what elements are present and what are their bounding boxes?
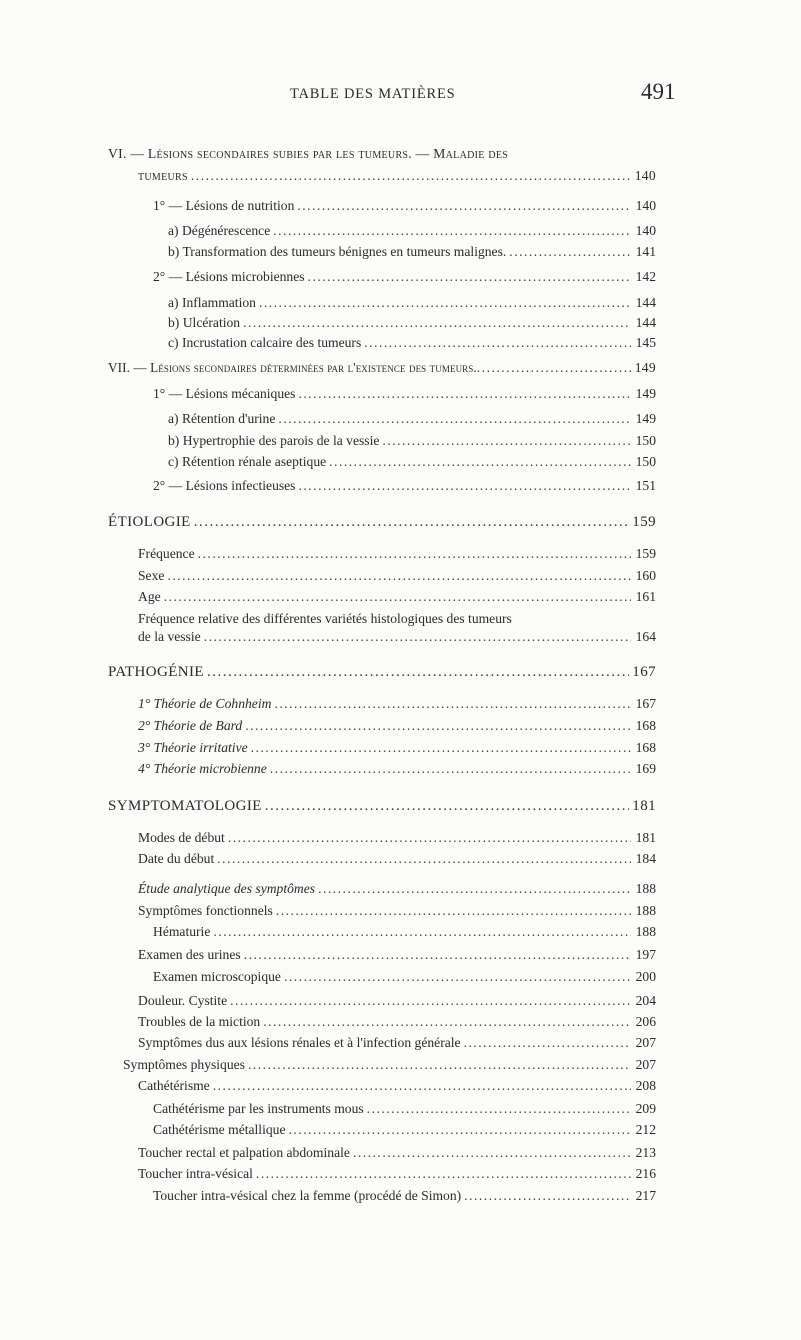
toc-entry-text: 3° Théorie irritative — [138, 740, 248, 755]
toc-entry-page: 149 — [635, 411, 656, 426]
toc-entry — [153, 923, 656, 940]
toc-entry — [153, 968, 656, 985]
toc-entry-page: 144 — [635, 315, 656, 330]
toc-entry — [153, 1100, 656, 1117]
toc-entry — [138, 1034, 656, 1051]
toc-entry-page: 217 — [635, 1188, 656, 1203]
leader-dots — [248, 1056, 631, 1073]
leader-dots — [251, 739, 631, 756]
leader-dots — [245, 717, 631, 734]
toc-entry — [153, 385, 656, 402]
page-number: 491 — [641, 79, 676, 104]
leader-dots — [308, 268, 631, 285]
toc-entry — [153, 197, 656, 214]
leader-dots — [297, 197, 631, 214]
toc-entry — [168, 243, 656, 260]
toc-entry-page: 188 — [635, 924, 656, 939]
leader-dots — [217, 850, 631, 867]
leader-dots — [273, 222, 631, 239]
toc-entry-page: 159 — [632, 514, 656, 530]
leader-dots — [244, 946, 631, 963]
toc-entry — [138, 739, 656, 756]
toc-entry-text: VII. — Lésions secondaires déterminées par l'existence des tumeurs. — [108, 360, 477, 375]
leader-dots — [243, 314, 631, 331]
toc-entry-page: 150 — [635, 433, 656, 448]
toc-entry-text: 2° — Lésions infectieuses — [153, 478, 296, 493]
leader-dots — [259, 294, 631, 311]
leader-dots — [191, 167, 631, 184]
leader-dots — [477, 359, 634, 376]
toc-entry — [138, 167, 656, 184]
toc-entry-text: b) Transformation des tumeurs bénignes en tumeurs malignes. — [168, 244, 507, 259]
leader-dots — [367, 1100, 631, 1117]
toc-entry-page: 213 — [635, 1145, 656, 1160]
leader-dots — [329, 453, 631, 470]
toc-entry — [138, 992, 656, 1009]
toc-entry-text: Date du début — [138, 851, 215, 866]
toc-entry — [138, 760, 656, 777]
leader-dots — [382, 432, 631, 449]
toc-entry-page: 144 — [635, 295, 656, 310]
leader-dots — [270, 760, 631, 777]
toc-entry-page: 204 — [635, 993, 656, 1008]
toc-entry — [138, 1165, 656, 1182]
leader-dots — [284, 968, 631, 985]
toc-entry-text: Examen des urines — [138, 947, 241, 962]
leader-dots — [364, 334, 631, 351]
toc-entry-page: 168 — [635, 718, 656, 733]
toc-entry-text: Symptômes physiques — [123, 1057, 245, 1072]
leader-dots — [289, 1121, 632, 1138]
toc-entry-page: 169 — [635, 761, 656, 776]
toc-entry — [138, 717, 656, 734]
toc-entry-page: 149 — [635, 386, 656, 401]
toc-entry — [168, 334, 656, 351]
toc-entry — [138, 829, 656, 846]
toc-entry-page: 200 — [635, 969, 656, 984]
toc-entry-page: 168 — [635, 740, 656, 755]
leader-dots — [213, 923, 631, 940]
leader-dots — [204, 628, 631, 645]
leader-dots — [276, 902, 631, 919]
toc-entry-page: 207 — [635, 1035, 656, 1050]
toc-entry-text: Toucher intra-vésical — [138, 1166, 253, 1181]
toc-section-heading-vi: VI. — Lésions secondaires subies par les tumeurs. — Maladie des — [108, 146, 509, 161]
toc-entry — [168, 222, 656, 239]
leader-dots — [167, 567, 631, 584]
toc-entry-text: b) Hypertrophie des parois de la vessie — [168, 433, 380, 448]
toc-entry-text: Symptômes dus aux lésions rénales et à l'infection générale — [138, 1035, 461, 1050]
toc-entry-text: 4° Théorie microbienne — [138, 761, 267, 776]
toc-entry-page: 159 — [635, 546, 656, 561]
leader-dots — [263, 1013, 631, 1030]
toc-entry-text: Modes de début — [138, 830, 225, 845]
toc-entry-page: 181 — [632, 798, 656, 814]
toc-entry — [153, 1121, 656, 1138]
toc-entry-text: b) Ulcération — [168, 315, 241, 330]
leader-dots — [256, 1165, 631, 1182]
toc-entry-page: 184 — [635, 851, 656, 866]
toc-entry-page: 167 — [635, 696, 656, 711]
toc-entry-page: 140 — [635, 223, 656, 238]
leader-dots — [278, 410, 631, 427]
leader-dots — [194, 514, 630, 531]
toc-entry-page: 149 — [634, 360, 656, 375]
toc-entry-text: Cathétérisme par les instruments mous — [153, 1101, 364, 1116]
toc-entry-text: a) Inflammation — [168, 295, 256, 310]
toc-entry-page: 141 — [635, 244, 656, 259]
toc-entry-page: 207 — [635, 1057, 656, 1072]
toc-entry-text: Sexe — [138, 568, 165, 583]
toc-entry-page: 150 — [635, 454, 656, 469]
leader-dots — [353, 1144, 631, 1161]
toc-chapter-pathogenie — [108, 664, 656, 681]
toc-entry-text: Troubles de la miction — [138, 1014, 261, 1029]
toc-entry-page: 164 — [635, 629, 656, 644]
toc-entry-text: a) Dégénérescence — [168, 223, 271, 238]
leader-dots — [274, 695, 631, 712]
toc-entry-text: SYMPTOMATOLOGIE — [108, 798, 262, 814]
toc-entry — [138, 880, 656, 897]
toc-entry — [138, 1144, 656, 1161]
toc-entry-text: c) Incrustation calcaire des tumeurs — [168, 335, 362, 350]
toc-entry-page: 140 — [635, 198, 656, 213]
toc-entry — [168, 294, 656, 311]
toc-entry-text: tumeurs — [138, 168, 188, 183]
toc-entry-page: 188 — [635, 881, 656, 896]
toc-entry-page: 167 — [632, 664, 656, 680]
toc-entry-page: 216 — [635, 1166, 656, 1181]
toc-entry-text: de la vessie — [138, 629, 201, 644]
toc-entry — [138, 628, 656, 645]
toc-entry — [168, 453, 656, 470]
leader-dots — [230, 992, 631, 1009]
leader-dots — [164, 588, 631, 605]
toc-entry-page: 160 — [635, 568, 656, 583]
toc-entry-text: Symptômes fonctionnels — [138, 903, 273, 918]
leader-dots — [207, 664, 629, 681]
toc-entry-page: 140 — [634, 168, 656, 183]
toc-entry-page: 142 — [635, 269, 656, 284]
toc-entry — [138, 1013, 656, 1030]
toc-entry-text: a) Rétention d'urine — [168, 411, 276, 426]
leader-dots — [318, 880, 631, 897]
toc-entry-text: ÉTIOLOGIE — [108, 514, 191, 530]
toc-chapter-symptomatologie — [108, 798, 656, 815]
toc-entry-page: 161 — [635, 589, 656, 604]
toc-entry-text-line1: Fréquence relative des différentes variétés histologiques des tumeurs — [138, 611, 512, 626]
toc-entry-text: Cathétérisme métallique — [153, 1122, 286, 1137]
toc-entry — [153, 1187, 656, 1204]
running-title: TABLE DES MATIÈRES — [290, 86, 456, 102]
toc-entry — [153, 477, 656, 494]
toc-entry-text: Douleur. Cystite — [138, 993, 228, 1008]
toc-entry-page: 151 — [635, 478, 656, 493]
toc-entry — [123, 1056, 656, 1073]
toc-entry — [168, 314, 656, 331]
toc-entry-text: Hématurie — [153, 924, 211, 939]
toc-entry-page: 208 — [635, 1078, 656, 1093]
leader-dots — [464, 1187, 631, 1204]
leader-dots — [298, 477, 631, 494]
toc-entry-page: 206 — [635, 1014, 656, 1029]
toc-entry-text: Toucher intra-vésical chez la femme (procédé de Simon) — [153, 1188, 462, 1203]
leader-dots — [509, 243, 631, 260]
toc-chapter-etiologie — [108, 514, 656, 531]
toc-entry-text: Fréquence — [138, 546, 195, 561]
leader-dots — [213, 1077, 631, 1094]
leader-dots — [464, 1034, 631, 1051]
toc-section-heading-vii — [108, 359, 656, 376]
leader-dots — [198, 545, 631, 562]
toc-entry — [138, 850, 656, 867]
toc-entry-page: 145 — [635, 335, 656, 350]
toc-entry-page: 181 — [635, 830, 656, 845]
toc-entry-text: Age — [138, 589, 161, 604]
toc-entry-page: 212 — [635, 1122, 656, 1137]
toc-entry — [168, 432, 656, 449]
toc-entry-page: 188 — [635, 903, 656, 918]
toc-entry — [138, 946, 656, 963]
toc-entry-text: 1° — Lésions de nutrition — [153, 198, 295, 213]
toc-entry — [138, 545, 656, 562]
toc-entry-text: Cathétérisme — [138, 1078, 210, 1093]
toc-entry-text: Examen microscopique — [153, 969, 281, 984]
toc-entry — [138, 588, 656, 605]
leader-dots — [228, 829, 631, 846]
toc-entry-text: 1° — Lésions mécaniques — [153, 386, 296, 401]
toc-entry — [168, 410, 656, 427]
toc-entry-page: 197 — [635, 947, 656, 962]
toc-entry — [153, 268, 656, 285]
toc-entry — [138, 695, 656, 712]
toc-entry-text: Étude analytique des symptômes — [138, 881, 316, 896]
toc-entry-text: c) Rétention rénale aseptique — [168, 454, 327, 469]
toc-entry-text: 2° — Lésions microbiennes — [153, 269, 305, 284]
toc-entry-page: 209 — [635, 1101, 656, 1116]
toc-entry-text: 2° Théorie de Bard — [138, 718, 243, 733]
leader-dots — [298, 385, 631, 402]
toc-entry — [138, 902, 656, 919]
leader-dots — [265, 798, 630, 815]
toc-entry-text: 1° Théorie de Cohnheim — [138, 696, 272, 711]
toc-entry — [138, 567, 656, 584]
toc-entry-text: Toucher rectal et palpation abdominale — [138, 1145, 350, 1160]
toc-entry-text: PATHOGÉNIE — [108, 664, 204, 680]
toc-entry — [138, 1077, 656, 1094]
